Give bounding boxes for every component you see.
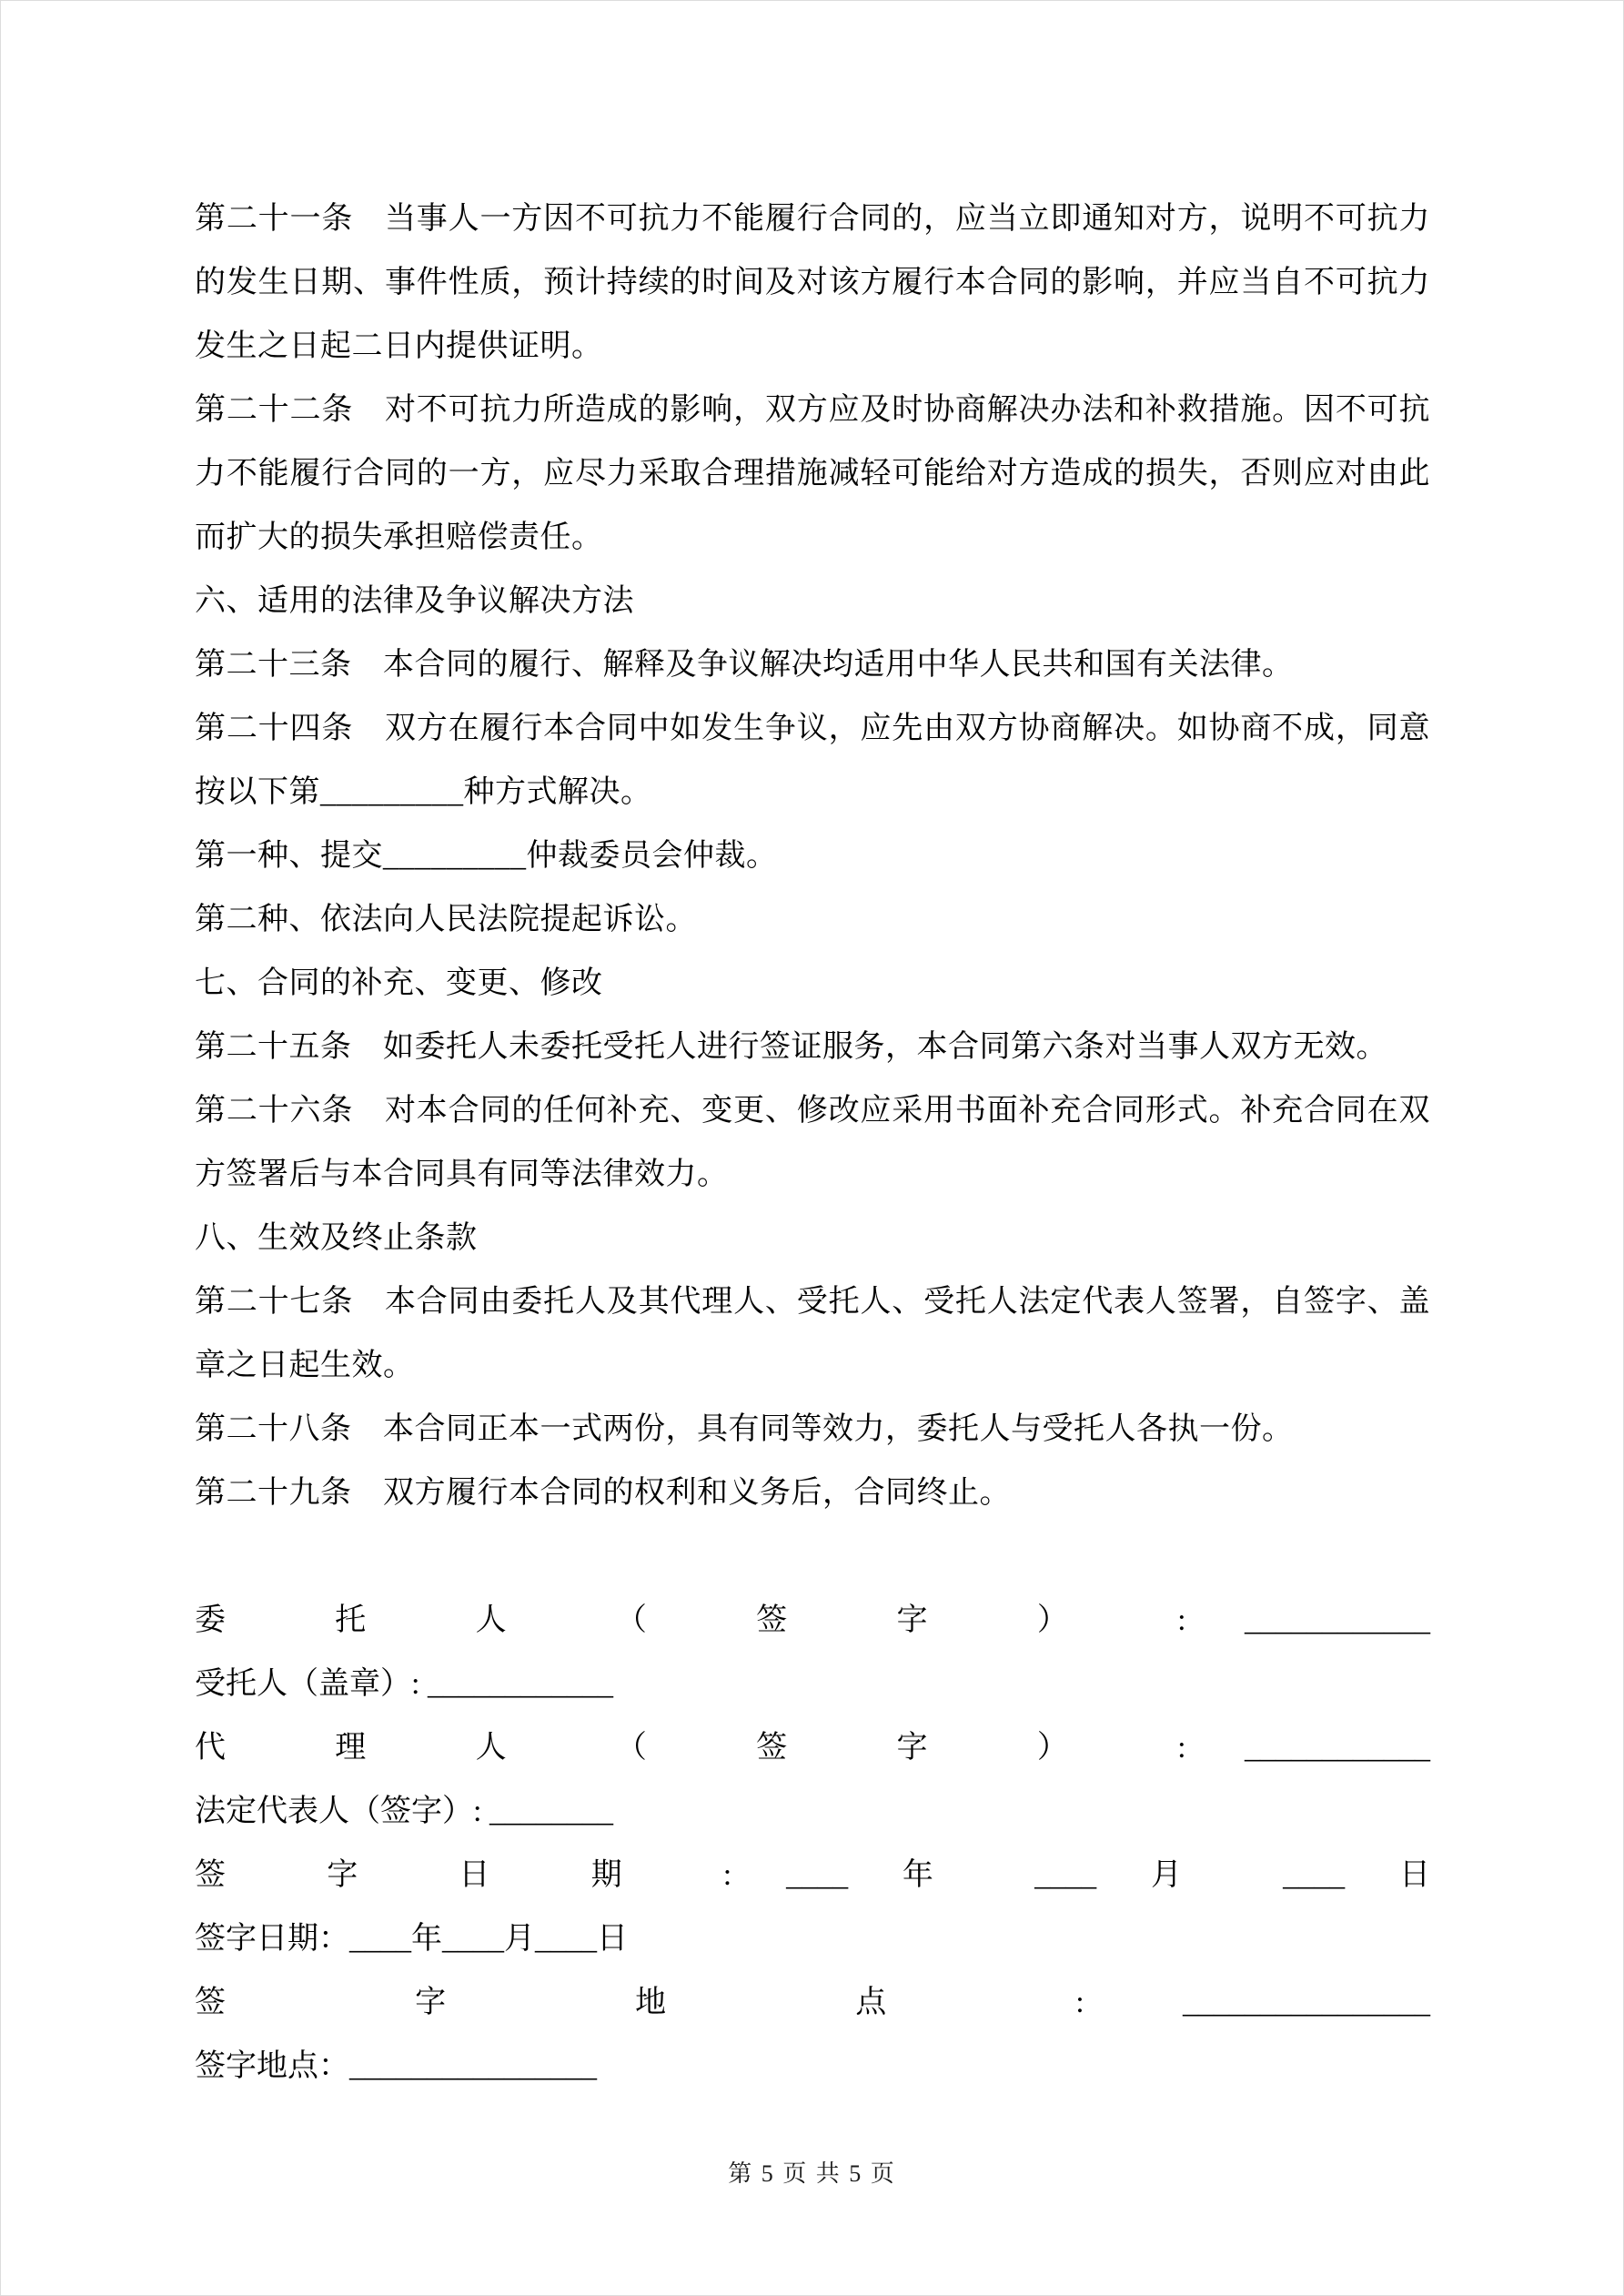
clause-28: 第二十八条 本合同正本一式两份，具有同等效力，委托人与受托人各执一份。 (195, 1412, 1294, 1446)
signing-place-line-trustee: 签字地点：________________ (195, 2049, 597, 2083)
clause-24: 第二十四条 双方在履行本合同中如发生争议，应先由双方协商解决。如协商不成，同意按以下第_________种方式解决。 (195, 712, 1430, 809)
clause-25: 第二十五条 如委托人未委托受托人进行签证服务，本合同第六条对当事人双方无效。 (195, 1030, 1387, 1064)
agent-signature-line: 代 理 人 （ 签 字 ） : ____________ (195, 1731, 1430, 1765)
signing-date-line-principal: 签 字 日 期 : ____ 年 ____ 月 ____ 日 (195, 1858, 1430, 1892)
signing-place-line-principal: 签 字 地 点 : ________________ (195, 1986, 1430, 2019)
signature-block (195, 1589, 1430, 2099)
clause-29: 第二十九条 双方履行本合同的权利和义务后，合同终止。 (195, 1476, 1011, 1510)
trustee-seal-line: 受托人（盖章）: ____________ (195, 1667, 613, 1701)
signing-date-line-trustee: 签字日期：____年____月____日 (195, 1922, 628, 1956)
section-6-heading: 六、适用的法律及争议解决方法 (195, 584, 634, 618)
clause-26: 第二十六条 对本合同的任何补充、变更、修改应采用书面补充合同形式。补充合同在双方签署后与本合同具有同等法律效力。 (195, 1094, 1430, 1191)
dispute-option-1: 第一种、提交_________仲裁委员会仲裁。 (195, 839, 778, 873)
section-7-heading: 七、合同的补充、变更、修改 (195, 966, 603, 1000)
page-number: 第 5 页 共 5 页 (728, 2160, 896, 2187)
contract-body (195, 187, 1430, 1525)
clause-21: 第二十一条 当事人一方因不可抗力不能履行合同的，应当立即通知对方，说明不可抗力的发生日期、事件性质，预计持续的时间及对该方履行本合同的影响，并应当自不可抗力发生之日起二日内提供证明。 (195, 202, 1430, 363)
dispute-option-2: 第二种、依法向人民法院提起诉讼。 (195, 903, 697, 936)
clause-23: 第二十三条 本合同的履行、解释及争议解决均适用中华人民共和国有关法律。 (195, 648, 1294, 682)
section-8-heading: 八、生效及终止条款 (195, 1221, 478, 1255)
clause-27: 第二十七条 本合同由委托人及其代理人、受托人、受托人法定代表人签署，自签字、盖章之日起生效。 (195, 1285, 1430, 1382)
principal-signature-line: 委 托 人 （ 签 字 ） : ____________ (195, 1603, 1430, 1637)
clause-22: 第二十二条 对不可抗力所造成的影响，双方应及时协商解决办法和补救措施。因不可抗力不能履行合同的一方，应尽力采取合理措施减轻可能给对方造成的损失，否则应对由此而扩大的损失承担赔偿责任。 (195, 393, 1430, 554)
legal-representative-signature-line: 法定代表人（签字）: ________ (195, 1795, 613, 1828)
